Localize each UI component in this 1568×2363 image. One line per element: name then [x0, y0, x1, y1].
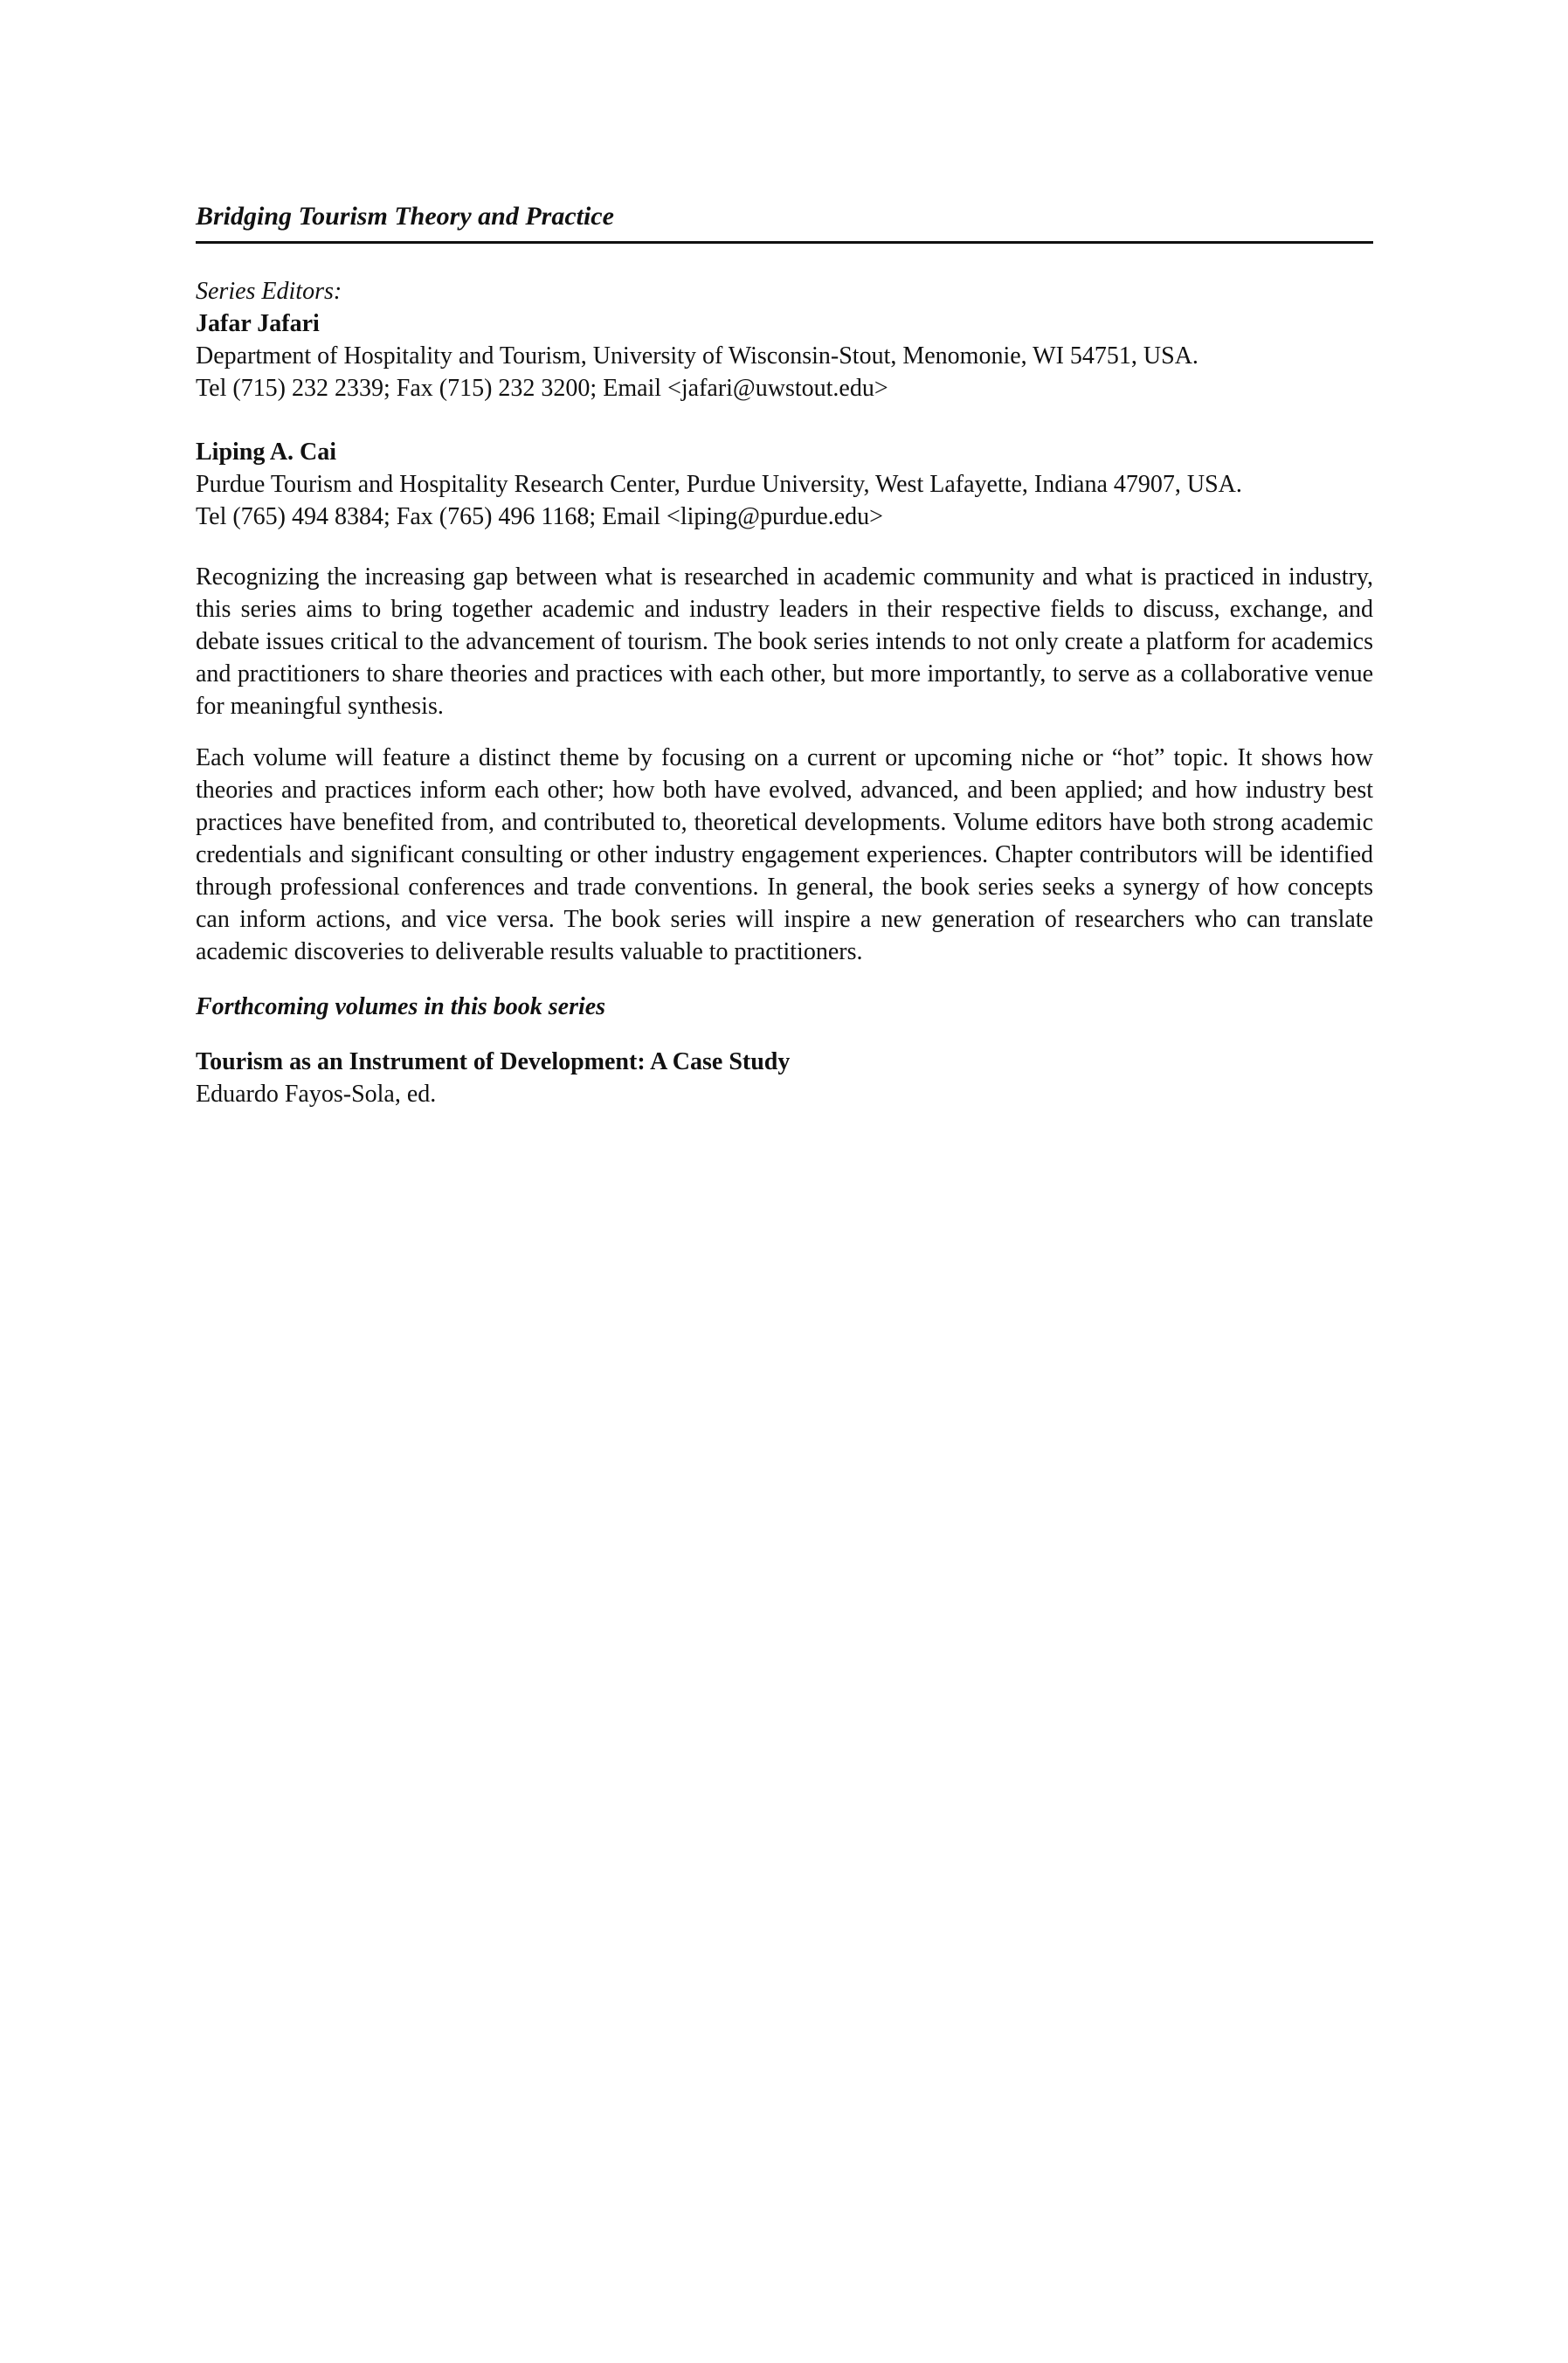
running-head: Bridging Tourism Theory and Practice: [196, 199, 1373, 244]
series-page: [196, 199, 1373, 1110]
editor-name: Jafar Jafari: [196, 310, 320, 337]
editor-entry-jafari: [196, 307, 1373, 404]
volume-editor: Eduardo Fayos-Sola, ed.: [196, 1081, 437, 1108]
series-description-paragraph: Recognizing the increasing gap between what is researched in academic community and what is practiced in industry, this series aims to bring together academic and industry leaders in their respective fields to discuss, exchange, and debate issues critical to the advancement of tourism. The book series intends to not only create a platform for academics and practitioners to share theories and practices with each other, but more importantly, to serve as a collaborative venue for meaningful synthesis.: [196, 563, 1373, 720]
editor-entry-cai: [196, 436, 1373, 533]
editor-name: Liping A. Cai: [196, 439, 337, 466]
editor-affiliation: Department of Hospitality and Tourism, University of Wisconsin-Stout, Menomonie, WI 54751, USA.: [196, 342, 1198, 370]
volume-title: Tourism as an Instrument of Development: A Case Study: [196, 1048, 791, 1075]
series-editors-label: Series Editors:: [196, 278, 342, 305]
series-volume-paragraph: Each volume will feature a distinct theme by focusing on a current or upcoming niche or “hot” topic. It shows how theories and practices inform each other; how both have evolved, advanced, and been applied; and how industry best practices have benefited from, and contributed to, theoretical developments. Volume editors have both strong academic credentials and significant consulting or other industry engagement experiences. Chapter contributors will be identified through professional conferences and trade conventions. In general, the book series seeks a synergy of how concepts can inform actions, and vice versa. The book series will inspire a new generation of researchers who can translate academic discoveries to deliverable results valuable to practitioners.: [196, 744, 1373, 965]
editor-affiliation: Purdue Tourism and Hospitality Research Center, Purdue University, West Lafayette, Indiana 47907, USA.: [196, 471, 1242, 498]
editor-contact: Tel (765) 494 8384; Fax (765) 496 1168; Email <liping@purdue.edu>: [196, 503, 883, 530]
forthcoming-volume: [196, 1046, 1373, 1110]
editor-contact: Tel (715) 232 2339; Fax (715) 232 3200; Email <jafari@uwstout.edu>: [196, 375, 888, 402]
forthcoming-heading: Forthcoming volumes in this book series: [196, 993, 606, 1020]
